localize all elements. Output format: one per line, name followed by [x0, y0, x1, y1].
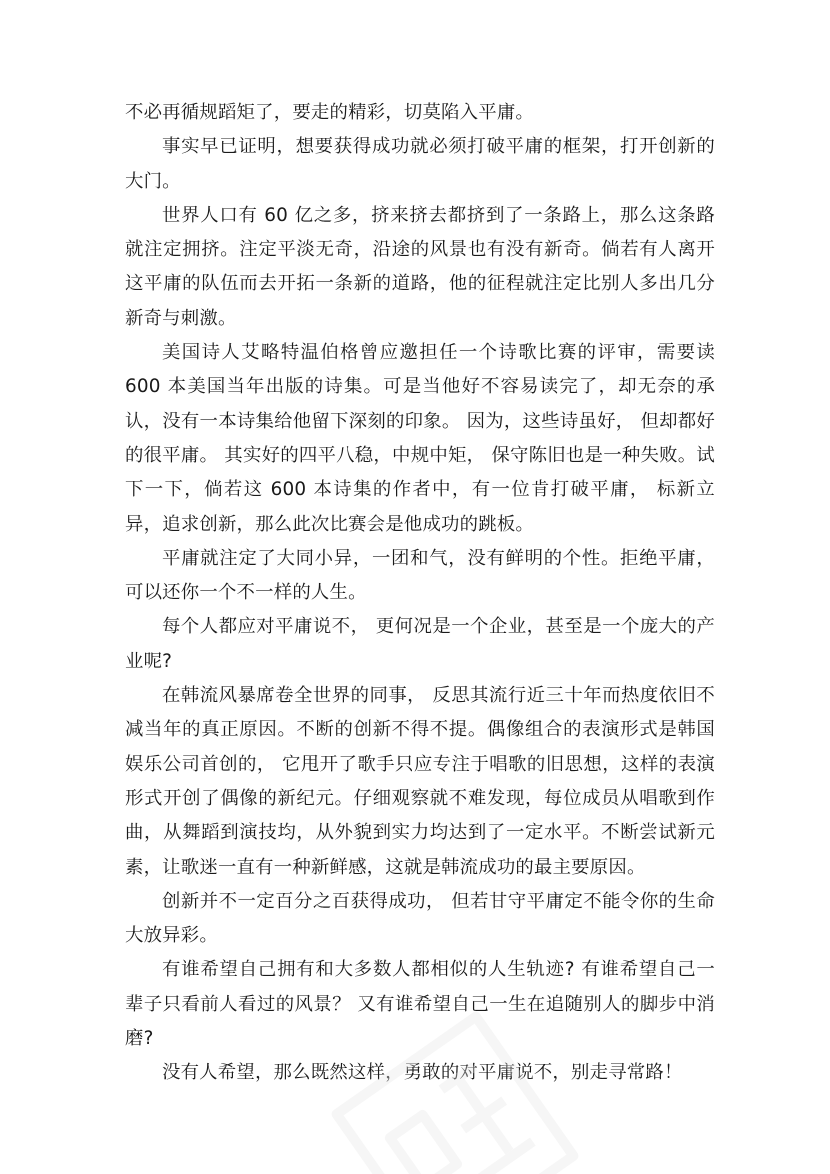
paragraph: 美国诗人艾略特温伯格曾应邀担任一个诗歌比赛的评审，需要读 600 本美国当年出版的诗集。可是当他好不容易读完了，却无奈的承认，没有一本诗集给他留下深刻的印象。 因为，这些诗虽好， 但却都好的很平庸。 其实好的四平八稳，中规中矩， 保守陈旧也是一种失败。试下一下，倘若这 600 本诗集的作者中，有一位肯打破平庸， 标新立异，追求创新，那么此次比赛会是他成功的跳板。	[125, 342, 715, 535]
paragraph: 在韩流风暴席卷全世界的同事， 反思其流行近三十年而热度依旧不减当年的真正原因。不断的创新不得不提。偶像组合的表演形式是韩国娱乐公司首创的， 它甩开了歌手只应专注于唱歌的旧思想，这样的表演形式开创了偶像的新纪元。仔细观察就不难发现，每位成员从唱歌到作曲，从舞蹈到演技均，从外貌到实力均达到了一定水平。不断尝试新元素，让歌迷一直有一种新鲜感，这就是韩流成功的最主要原因。	[125, 685, 715, 878]
paragraph: 没有人希望，那么既然这样，勇敢的对平庸说不，别走寻常路！	[162, 1062, 683, 1084]
document-body	[125, 96, 715, 1091]
paragraph: 不必再循规蹈矩了，要走的精彩，切莫陷入平庸。	[125, 102, 534, 123]
paragraph: 平庸就注定了大同小异，一团和气，没有鲜明的个性。拒绝平庸，可以还你一个不一样的人生。	[125, 547, 715, 604]
stamp-watermark-icon	[330, 1010, 580, 1174]
paragraph: 每个人都应对平庸说不， 更何况是一个企业，甚至是一个庞大的产业呢?	[125, 616, 715, 672]
paragraph: 有谁希望自己拥有和大多数人都相似的人生轨迹? 有谁希望自己一辈子只看前人看过的风景？ 又有谁希望自己一生在追随别人的脚步中消磨?	[125, 959, 715, 1050]
paragraph: 世界人口有 60 亿之多，挤来挤去都挤到了一条路上，那么这条路就注定拥挤。注定平淡无奇，沿途的风景也有没有新奇。倘若有人离开这平庸的队伍而去开拓一条新的道路，他的征程就注定比别人多出几分新奇与刺激。	[125, 204, 715, 329]
paragraph: 事实早已证明，想要获得成功就必须打破平庸的框架，打开创新的大门。	[125, 136, 715, 192]
paragraph: 创新并不一定百分之百获得成功， 但若甘守平庸定不能令你的生命大放异彩。	[125, 890, 715, 947]
